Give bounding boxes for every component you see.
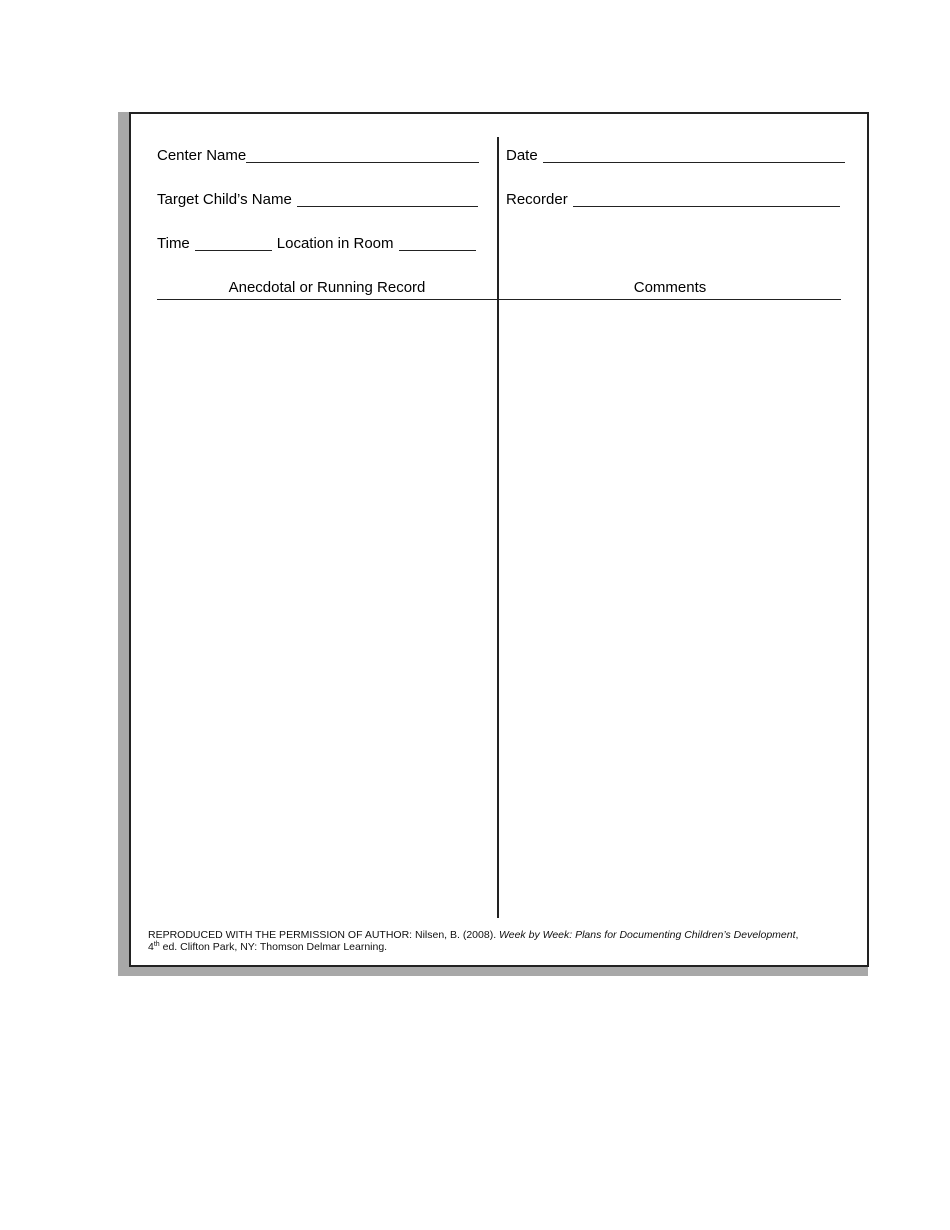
citation-suffix: , [795, 929, 799, 941]
comments-header-rule [497, 299, 841, 300]
citation-line-1 [148, 929, 798, 941]
time-label: Time [157, 235, 190, 252]
comments-header: Comments [633, 279, 707, 296]
date-input[interactable] [543, 148, 845, 163]
anecdotal-record-header: Anecdotal or Running Record [228, 279, 426, 296]
comments-area[interactable] [500, 302, 841, 916]
anecdotal-header-rule [157, 299, 497, 300]
center-name-input[interactable] [246, 148, 479, 163]
edition-number: 4 [148, 941, 154, 953]
column-divider [497, 137, 499, 918]
recorder-label: Recorder [506, 191, 568, 208]
target-child-name-field [157, 191, 478, 209]
citation-prefix: REPRODUCED WITH THE PERMISSION OF AUTHOR: Nilsen, B. (2008). [148, 929, 500, 941]
center-name-label: Center Name [157, 147, 247, 164]
citation-line-2 [148, 941, 798, 953]
center-name-field [157, 147, 479, 165]
citation-publisher: ed. Clifton Park, NY: Thomson Delmar Learning. [159, 941, 388, 953]
time-input[interactable] [195, 236, 272, 251]
recorder-field [506, 191, 840, 209]
recorder-input[interactable] [573, 192, 840, 207]
citation-footer [148, 929, 798, 953]
time-location-field [157, 235, 476, 253]
target-child-name-label: Target Child’s Name [157, 191, 292, 208]
target-child-name-input[interactable] [297, 192, 478, 207]
citation-title: Week by Week: Plans for Documenting Children’s Development [499, 929, 796, 941]
date-field [506, 147, 845, 165]
edition-superscript: th [153, 941, 160, 948]
anecdotal-record-area[interactable] [157, 302, 495, 916]
location-in-room-input[interactable] [399, 236, 476, 251]
location-in-room-label: Location in Room [276, 235, 394, 252]
date-label: Date [506, 147, 538, 164]
